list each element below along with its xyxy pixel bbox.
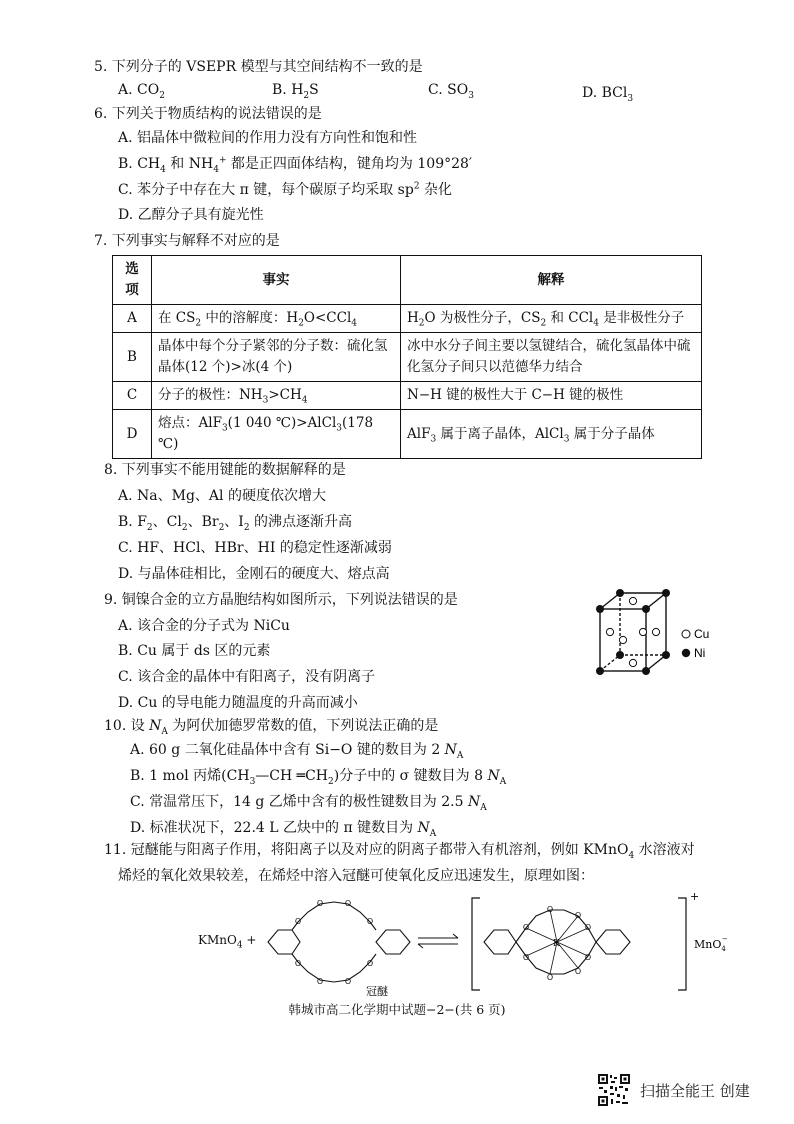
q11-line-2: 烯烃的氧化效果较差，在烯烃中溶入冠醚可使氧化反应迅速发生，原理如图： <box>118 868 594 884</box>
q5-option-a: A. $CO_2$ <box>118 82 165 101</box>
svg-text:O: O <box>344 977 352 986</box>
q7-header-fact: 事实 <box>152 256 401 305</box>
svg-text:O: O <box>546 973 554 982</box>
q7-header-explanation: 解释 <box>401 256 702 305</box>
q5-option-c: C. $SO_3$ <box>428 82 474 101</box>
q7-table <box>112 255 702 459</box>
q7-row-d-fact: 熔点：AlF$_3$(1 040 ℃)>AlCl$_3$(178 ℃) <box>152 410 401 459</box>
svg-text:O: O <box>366 959 374 968</box>
svg-text:O: O <box>294 959 302 968</box>
q10-option-d: D. 标准状况下，22.4 L 乙炔中的 π 键数目为 $N_A$ <box>130 820 437 839</box>
equilibrium-arrow-icon <box>418 934 458 948</box>
q7-row-d-explanation: AlF$_3$ 属于离子晶体，AlCl$_3$ 属于分子晶体 <box>401 410 702 459</box>
q8-option-d: D. 与晶体硅相比，金刚石的硬度大、熔点高 <box>118 566 390 582</box>
q7-row-c-key: C <box>113 382 152 410</box>
q9-stem: 9. 铜镍合金的立方晶胞结构如图所示，下列说法错误的是 <box>104 592 458 608</box>
legend-ni-marker <box>682 649 690 657</box>
q8-option-a: A. Na、Mg、Al 的硬度依次增大 <box>118 488 326 504</box>
q9-option-a: A. 该合金的分子式为 NiCu <box>118 618 290 634</box>
svg-text:O: O <box>584 923 592 932</box>
permanganate-anion: MnO$_4$− <box>694 935 728 953</box>
legend-cu-marker <box>682 630 690 638</box>
q6-stem: 6. 下列关于物质结构的说法错误的是 <box>94 106 322 122</box>
svg-text:O: O <box>366 917 374 926</box>
svg-text:O: O <box>546 905 554 914</box>
q7-row-b <box>113 333 702 382</box>
reactant-kmno4: KMnO$_4$ + <box>198 933 257 951</box>
q5-option-d: D. BCl$_3$ <box>582 85 634 104</box>
page-footer: 韩城市高二化学期中试题−2−(共 6 页) <box>288 1002 506 1017</box>
svg-text:O: O <box>294 917 302 926</box>
q6-option-c: C. 苯分子中存在大 π 键，每个碳原子均采取 $sp^2$ 杂化 <box>118 181 452 198</box>
svg-text:O: O <box>316 977 324 986</box>
potassium-ion-label: K <box>553 939 560 949</box>
q7-row-b-explanation: 冰中水分子间主要以氢键结合，硫化氢晶体中硫化氢分子间只以范德华力结合 <box>401 333 702 382</box>
q8-option-b: B. $F_2$、$Cl_2$、$Br_2$、$I_2$ 的沸点逐渐升高 <box>118 514 353 533</box>
q10-option-c: C. 常温常压下，14 g 乙烯中含有的极性键数目为 2.5 $N_A$ <box>130 794 487 813</box>
q7-stem: 7. 下列事实与解释不对应的是 <box>94 233 280 249</box>
q5-stem: 5. 下列分子的 VSEPR 模型与其空间结构不一致的是 <box>94 59 423 75</box>
scanner-watermark: 扫描全能王 创建 <box>640 1082 750 1100</box>
complex-charge: + <box>690 890 700 903</box>
q10-option-a: A. 60 g 二氧化硅晶体中含有 Si−O 键的数目为 2 $N_A$ <box>130 742 464 761</box>
q6-option-a: A. 铝晶体中微粒间的作用力没有方向性和饱和性 <box>118 130 418 146</box>
q7-table-header <box>113 256 702 305</box>
q7-row-a-key: A <box>113 305 152 333</box>
q7-row-c-explanation: N−H 键的极性大于 C−H 键的极性 <box>401 382 702 410</box>
q6-option-d: D. 乙醇分子具有旋光性 <box>118 207 264 223</box>
svg-text:O: O <box>522 923 530 932</box>
svg-text:O: O <box>316 899 324 908</box>
svg-text:O: O <box>574 967 582 976</box>
q7-row-c-fact: 分子的极性：$NH_3>CH_4$ <box>152 382 401 410</box>
q7-row-a-fact: 在 $CS_2$ 中的溶解度：$H_2O<CCl_4$ <box>152 305 401 333</box>
q7-row-a-explanation: $H_2O$ 为极性分子，$CS_2$ 和 CCl$_4$ 是非极性分子 <box>401 305 702 333</box>
q9-option-d: D. Cu 的导电能力随温度的升高而减小 <box>118 695 358 711</box>
q7-row-d <box>113 410 702 459</box>
q7-row-a <box>113 305 702 333</box>
q7-row-b-key: B <box>113 333 152 382</box>
q8-stem: 8. 下列事实不能用键能的数据解释的是 <box>104 462 346 478</box>
q7-row-b-fact: 晶体中每个分子紧邻的分子数：硫化氢晶体(12 个)>冰(4 个) <box>152 333 401 382</box>
q5-option-b: B. $H_2S$ <box>272 82 319 101</box>
q10-option-b: B. 1 mol 丙烯($CH_3—CH$ $═CH_2$)分子中的 σ 键数目为 8 $N_A$ <box>130 768 507 787</box>
q9-option-b: B. Cu 属于 ds 区的元素 <box>118 643 271 659</box>
q7-row-d-key: D <box>113 410 152 459</box>
q8-option-c: C. HF、HCl、HBr、HI 的稳定性逐渐减弱 <box>118 540 392 556</box>
svg-text:O: O <box>522 953 530 962</box>
svg-text:O: O <box>344 899 352 908</box>
unit-cell-diagram <box>586 587 726 697</box>
q7-header-option: 选项 <box>113 256 152 305</box>
crown-ether-label: 冠醚 <box>366 985 388 998</box>
legend-ni-label: Ni <box>694 646 706 660</box>
q9-option-c: C. 该合金的晶体中有阳离子，没有阴离子 <box>118 669 376 685</box>
q11-line-1: 11. 冠醚能与阳离子作用，将阳离子以及对应的阴离子都带入有机溶剂，例如 KMnO$_4$ 水溶液对 <box>104 842 695 861</box>
q10-stem: 10. 设 $N_A$ 为阿伏加德罗常数的值，下列说法正确的是 <box>104 718 439 737</box>
q7-row-c <box>113 382 702 410</box>
legend-cu-label: Cu <box>694 627 710 641</box>
qr-code-icon <box>597 1073 631 1107</box>
svg-text:O: O <box>584 953 592 962</box>
q6-option-b: B. $CH_4$ 和 $NH_4^+$ 都是正四面体结构，键角均为 109°28′ <box>118 155 473 175</box>
crown-ether-reaction <box>258 890 778 1000</box>
svg-text:O: O <box>574 911 582 920</box>
